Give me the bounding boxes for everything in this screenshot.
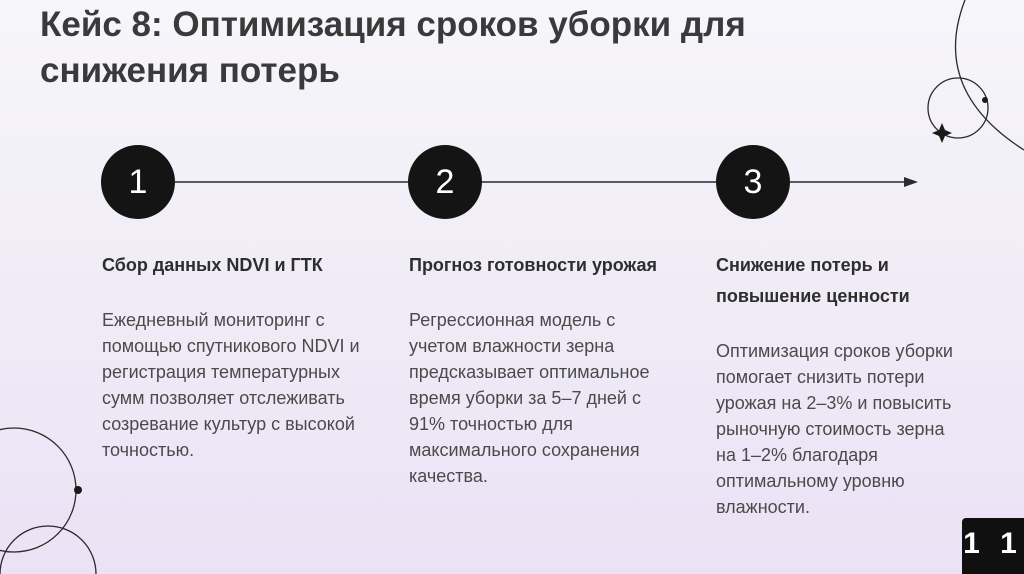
step-1-column	[102, 250, 362, 463]
step-2-body: Регрессионная модель с учетом влажности зерна предсказывает оптимальное время уборки за 5–7 дней с 91% точностью для максимального сохранения качества.	[409, 310, 650, 486]
step-1-circle: 1	[101, 145, 175, 219]
step-3-body: Оптимизация сроков уборки помогает снизить потери урожая на 2–3% и повысить рыночную стоимость зерна на 1–2% благодаря оптимальному уровню влажности.	[716, 341, 953, 517]
step-1-heading: Сбор данных NDVI и ГТК	[102, 255, 323, 275]
step-2-column	[409, 250, 661, 489]
step-2-circle: 2	[408, 145, 482, 219]
step-3-column	[716, 250, 961, 520]
arrow-head-icon	[904, 177, 918, 187]
page-number-badge: 1 1	[962, 518, 1024, 574]
step-1-body: Ежедневный мониторинг с помощью спутникового NDVI и регистрация температурных сумм позволяет отслеживать созревание культур с высокой точностью.	[102, 310, 360, 460]
step-2-heading: Прогноз готовности урожая	[409, 255, 657, 275]
slide-title: Кейс 8: Оптимизация сроков уборки для снижения потерь	[40, 5, 746, 90]
step-3-heading: Снижение потерь и повышение ценности	[716, 255, 910, 306]
step-3-circle: 3	[716, 145, 790, 219]
